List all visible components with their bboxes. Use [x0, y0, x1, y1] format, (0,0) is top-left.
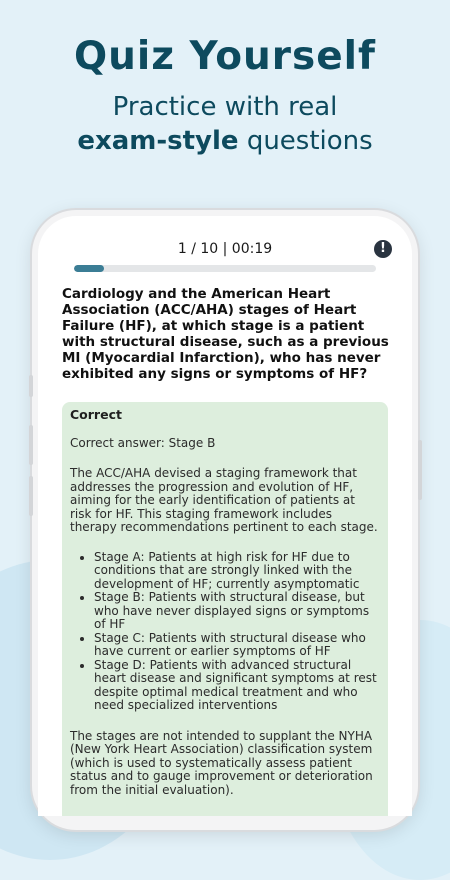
phone-side-button: [418, 440, 422, 500]
promo-subtitle-rest: questions: [246, 126, 373, 156]
list-item: • Stage A: Patients at high risk for HF due to conditions that are strongly linked with the development of HF; currently asymptomatic: [94, 551, 380, 592]
correct-answer-text: Correct answer: Stage B: [70, 435, 216, 450]
explanation-intro: The ACC/AHA devised a staging framework that addresses the progression and evolution of HF, aiming for the early identification of patients at risk for HF. This staging framework includes therapy recommendations pertinent to each stage.: [70, 466, 378, 534]
phone-side-button: [29, 375, 33, 397]
question-counter-timer: 1 / 10 | 00:19: [177, 241, 273, 257]
answer-status: Correct: [70, 407, 122, 422]
progress-bar-fill: [74, 265, 104, 272]
promo-subtitle-line1: Practice with real: [112, 92, 338, 122]
list-item: • Stage C: Patients with structural disease who have current or earlier symptoms of HF: [94, 632, 380, 659]
list-item: • Stage B: Patients with structural disease, but who have never displayed signs or symptoms of HF: [94, 591, 380, 632]
phone-screen: [38, 216, 412, 816]
progress-bar: [74, 265, 376, 272]
quiz-header: [38, 241, 412, 261]
promo-title: Quiz Yourself: [73, 34, 376, 79]
promo-subtitle: [0, 90, 450, 158]
explanation-closing: The stages are not intended to supplant the NYHA (New York Heart Association) classification system (which is used to systematically assess patient status and to gauge improvement or deterioration from the initial evaluation).: [70, 728, 373, 797]
phone-side-button: [29, 425, 33, 465]
exclamation-circle-icon[interactable]: !: [374, 240, 392, 258]
promo-subtitle-line2: [0, 124, 450, 158]
phone-side-button: [29, 476, 33, 516]
question-text: Cardiology and the American Heart Association (ACC/AHA) stages of Heart Failure (HF), at which stage is a patient with structural disease, such as a previous MI (Myocardial Infarction), who has never exhibited any signs or symptoms of HF?: [62, 286, 389, 382]
list-item: • Stage D: Patients with advanced structural heart disease and significant symptoms at rest despite optimal medical treatment and who need specialized interventions: [94, 659, 380, 713]
promo-subtitle-bold: exam-style: [77, 126, 239, 156]
stage-list: [70, 551, 380, 713]
answer-explanation-panel: [62, 402, 388, 816]
